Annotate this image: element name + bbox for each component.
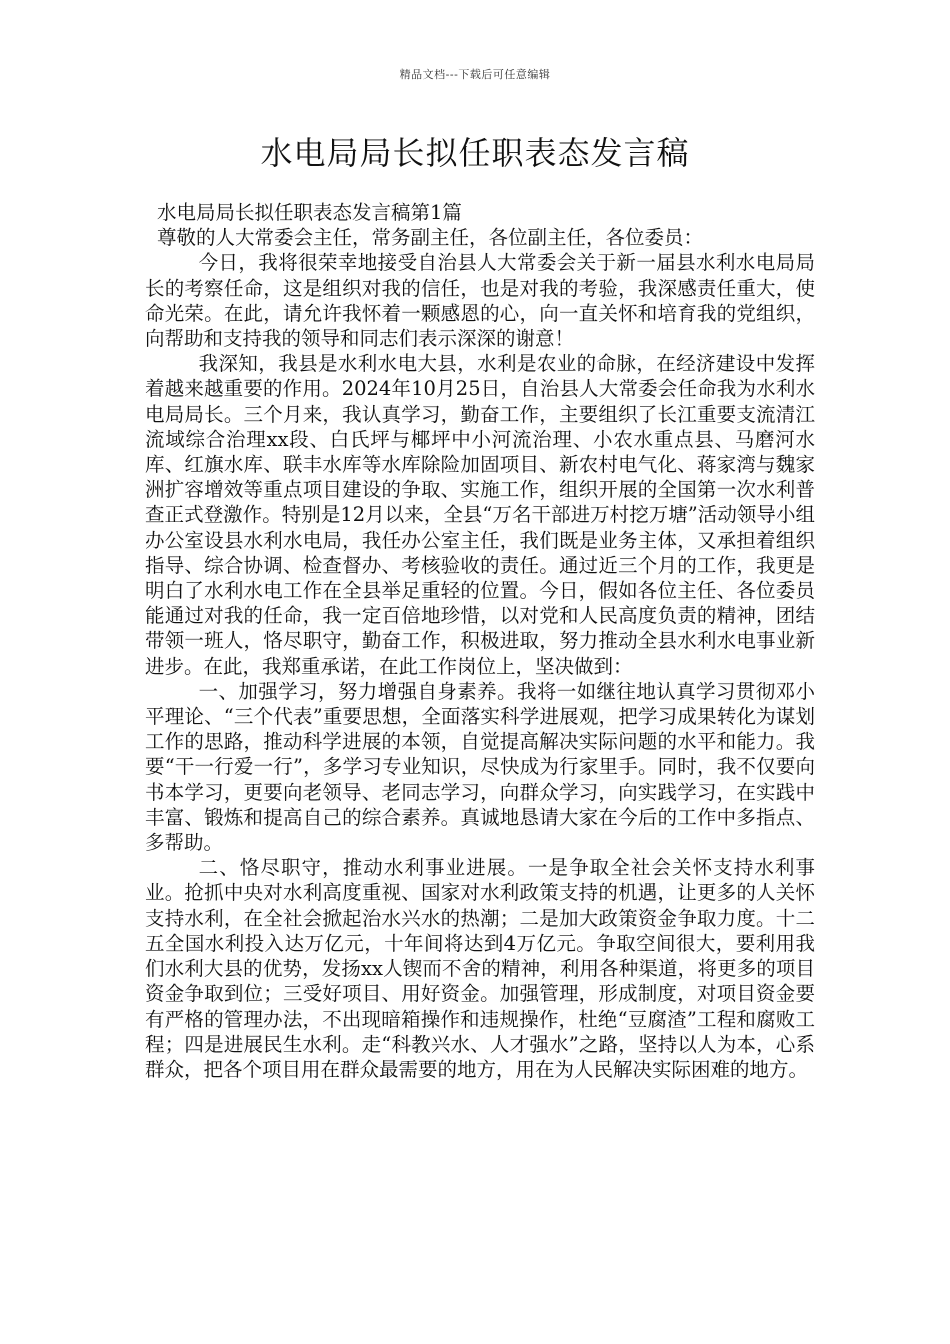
paragraph-work-review: 我深知，我县是水利水电大县，水利是农业的命脉，在经济建设中发挥着越来越重要的作用。2024年10月25日，自治县人大常委会任命我为水利水电局局长。三个月来，我认真学习，勤奋工作，主要组织了长江重要支流清江流域综合治理xx段、白氏坪与椰坪中小河流治理、小农水重点县、马磨河水库、红旗水库、联丰水库等水库除险加固项目、新农村电气化、蒋家湾与魏家洲扩容增效等重点项目建设的争取、实施工作，组织开展的全国第一次水利普查正式登激作。特别是12月以来，全县“万名干部进万村挖万塘”活动领导小组办公室设县水利水电局，我任办公室主任，我们既是业务主体，又承担着组织指导、综合协调、检查督办、考核验收的责任。通过近三个月的工作，我更是明白了水利水电工作在全县举足重轻的位置。今日，假如各位主任、各位委员能通过对我的任命，我一定百倍地珍惜，以对党和人民高度负责的精神，团结带领一班人，恪尽职守，勤奋工作，积极进取，努力推动全县水利水电事业新进步。在此，我郑重承诺，在此工作岗位上，坚决做到： xyxy=(145,352,815,678)
page-header-note: 精品文档---下载后可任意编辑 xyxy=(399,68,551,81)
paragraph-commitment-study: 一、加强学习，努力增强自身素养。我将一如继往地认真学习贯彻邓小平理论、“三个代表”重要思想，全面落实科学进展观，把学习成果转化为谋划工作的思路，推动科学进展的本领，自觉提高解决实际问题的水平和能力。我要“干一行爱一行”，多学习专业知识，尽快成为行家里手。同时，我不仅要向书本学习，更要向老领导、老同志学习，向群众学习，向实践学习，在实践中丰富、锻炼和提高自己的综合素养。真诚地恳请大家在今后的工作中多指点、多帮助。 xyxy=(145,679,815,855)
paragraph-commitment-duty: 二、恪尽职守，推动水利事业进展。一是争取全社会关怀支持水利事业。抢抓中央对水利高度重视、国家对水利政策支持的机遇，让更多的人关怀支持水利，在全社会掀起治水兴水的热潮；二是加大政策资金争取力度。十二五全国水利投入达万亿元，十年间将达到4万亿元。争取空间很大，要利用我们水利大县的优势，发扬xx人锲而不舍的精神，利用各种渠道，将更多的项目资金争取到位；三受好项目、用好资金。加强管理，形成制度，对项目资金要有严格的管理办法，不出现暗箱操作和违规操作，杜绝“豆腐渣”工程和腐败工程；四是进展民生水利。走“科教兴水、人才强水”之路，坚持以人为本，心系群众，把各个项目用在群众最需要的地方，用在为人民解决实际困难的地方。 xyxy=(145,856,815,1081)
document-subtitle: 水电局局长拟任职表态发言稿第1篇 xyxy=(157,201,462,224)
document-title: 水电局局长拟任职表态发言稿 xyxy=(260,134,690,172)
paragraph-intro: 今日，我将很荣幸地接受自治县人大常委会关于新一届县水利水电局局长的考察任命，这是组织对我的信任，也是对我的考验，我深感责任重大，使命光荣。在此，请允许我怀着一颗感恩的心，向一直关怀和培育我的党组织，向帮助和支持我的领导和同志们表示深深的谢意！ xyxy=(145,251,815,351)
document-body xyxy=(145,200,815,1082)
salutation: 尊敬的人大常委会主任，常务副主任，各位副主任，各位委员： xyxy=(157,226,704,250)
